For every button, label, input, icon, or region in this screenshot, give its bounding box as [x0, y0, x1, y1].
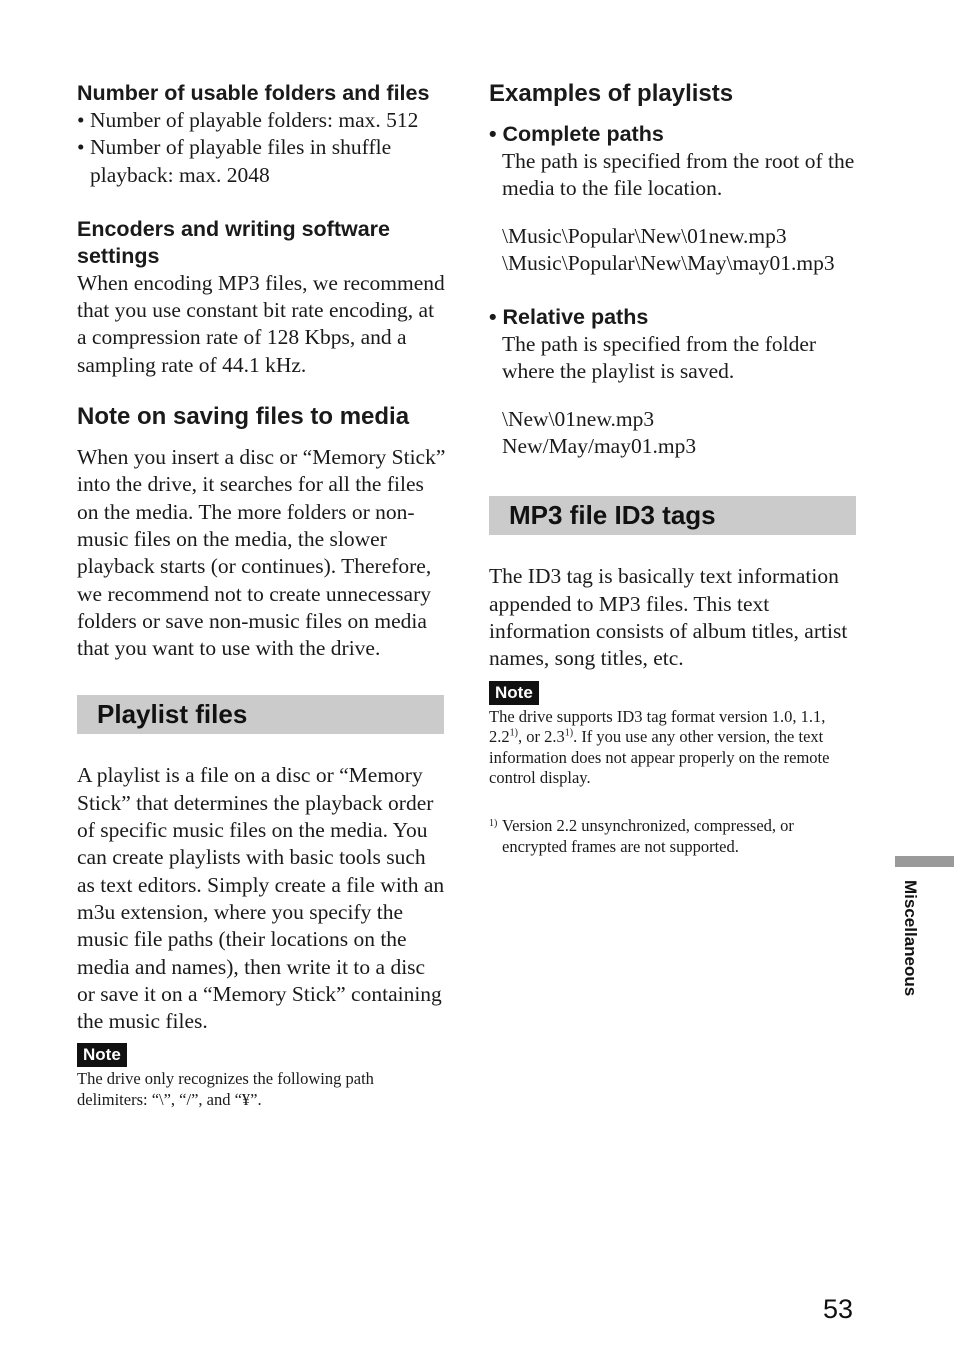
list-item: • Number of playable folders: max. 512 [77, 107, 447, 134]
bullet-icon: • [489, 122, 503, 146]
note-block [489, 681, 857, 789]
section-title: Playlist files [97, 699, 248, 730]
note-badge: Note [77, 1043, 127, 1067]
folders-list [77, 107, 447, 189]
footnote-ref: 1) [509, 727, 518, 739]
id3-section-header [489, 496, 856, 535]
path-example: New/May/may01.mp3 [502, 434, 697, 459]
right-column [489, 80, 857, 857]
saving-heading: Note on saving files to media [77, 403, 410, 431]
note-text: The drive supports ID3 tag format version 1.0, 1.1, 2.2$^{1)}$, or 2.3$^{1)}$. If you use any other version, the text information does not appear properly on the remote control display. [489, 706, 830, 788]
examples-heading: Examples of playlists [489, 80, 734, 107]
relative-paths-desc: The path is specified from the folder where the playlist is saved. [502, 332, 817, 384]
footnote-text: Version 2.2 unsynchronized, compressed, or encrypted frames are not supported. [502, 815, 794, 856]
bullet-icon: • [489, 305, 503, 330]
playlist-section-header [77, 695, 444, 734]
footnote-ref: 1) [564, 727, 574, 739]
note-badge: Note [489, 681, 539, 705]
left-column [77, 80, 447, 1111]
page-number: 53 [823, 1294, 854, 1324]
saving-body: When you insert a disc or “Memory Stick” into the drive, it searches for all the files on the media. The more folders or non-music files on the media, the slower playback starts (or continues). Therefore, we recommend not to create unnecessary folders or save non-music files on media that you want to use with the drive. [77, 445, 446, 661]
side-tab-label: Miscellaneous [901, 880, 920, 997]
list-item: • Number of playable files in shuffle playback: max. 2048 [77, 134, 447, 189]
footnote [489, 816, 857, 857]
note-text: The drive only recognizes the following path delimiters: “\”, “/”, and “¥”. [77, 1069, 374, 1110]
complete-paths-block [489, 121, 857, 277]
relative-paths-label: • Relative paths [489, 305, 649, 330]
path-example: \Music\Popular\New\May\may01.mp3 [502, 250, 835, 275]
relative-paths-examples [489, 406, 857, 461]
path-example: \New\01new.mp3 [502, 406, 655, 431]
complete-paths-label: • Complete paths [489, 122, 664, 146]
folders-heading: Number of usable folders and files [77, 81, 430, 105]
bullet-icon: • [77, 108, 85, 132]
complete-paths-examples [489, 223, 857, 278]
note-block [77, 1043, 447, 1110]
side-tab-marker [895, 856, 954, 867]
encoders-body: When encoding MP3 files, we recommend that you use constant bit rate encoding, at a compression rate of 128 Kbps, and a sampling rate of 44.1 kHz. [77, 270, 445, 377]
path-example: \Music\Popular\New\01new.mp3 [502, 223, 787, 248]
footnote-marker: 1) [489, 817, 498, 829]
id3-body: The ID3 tag is basically text information appended to MP3 files. This text information consists of album titles, artist names, song titles, etc. [489, 564, 848, 671]
bullet-icon: • [77, 135, 85, 160]
section-title: MP3 file ID3 tags [509, 500, 716, 531]
relative-paths-block [489, 304, 857, 460]
playlist-body: A playlist is a file on a disc or “Memory Stick” that determines the playback order of specific music files on the media. You can create playlists with basic tools such as text editors. Simply create a file with an m3u extension, where you specify the music file paths (their locations on the media and names), then write it to a disc or save it on a “Memory Stick” containing the music files. [77, 763, 445, 1034]
complete-paths-desc: The path is specified from the root of the media to the file location. [502, 149, 855, 201]
encoders-heading: Encoders and writing software settings [77, 216, 390, 268]
